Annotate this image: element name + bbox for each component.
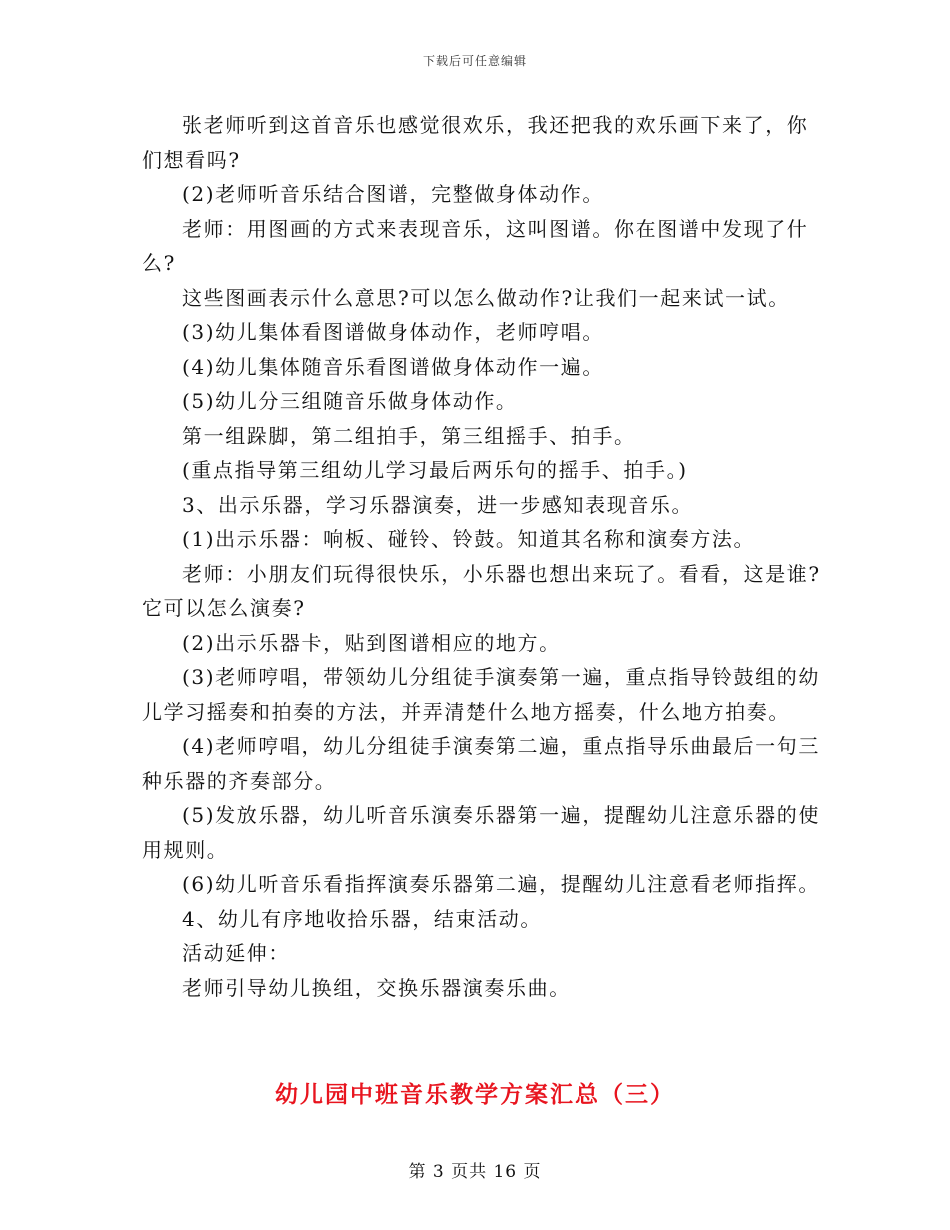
page-number: 第 3 页共 16 页 (408, 1162, 542, 1182)
paragraph: 老师：用图画的方式来表现音乐，这叫图谱。你在图谱中发现了什么? (142, 216, 809, 275)
paragraph: (2)出示乐器卡，贴到图谱相应的地方。 (182, 630, 561, 655)
paragraph: 张老师听到这首音乐也感觉很欢乐，我还把我的欢乐画下来了，你们想看吗? (142, 113, 809, 172)
section-title: 幼儿园中班音乐教学方案汇总（三） (275, 1081, 675, 1108)
paragraph: 这些图画表示什么意思?可以怎么做动作?让我们一起来试一试。 (182, 285, 790, 310)
document-body (142, 108, 822, 1005)
paragraph: (重点指导第三组幼儿学习最后两乐句的摇手、拍手。) (182, 458, 688, 482)
header-note: 下载后可任意编辑 (422, 54, 527, 68)
paragraph: 3、出示乐器，学习乐器演奏，进一步感知表现音乐。 (182, 492, 694, 517)
paragraph: (1)出示乐器：响板、碰铃、铃鼓。知道其名称和演奏方法。 (182, 527, 756, 551)
paragraph: 活动延伸： (182, 941, 290, 965)
paragraph: (3)幼儿集体看图谱做身体动作，老师哼唱。 (182, 320, 604, 344)
paragraph: (4)幼儿集体随音乐看图谱做身体动作一遍。 (182, 354, 604, 379)
paragraph: (3)老师哼唱，带领幼儿分组徒手演奏第一遍，重点指导铃鼓组的幼儿学习摇奏和拍奏的方法，并弄清楚什么地方摇奏，什么地方拍奏。 (142, 665, 820, 724)
paragraph: 老师引导幼儿换组，交换乐器演奏乐曲。 (182, 975, 571, 1000)
paragraph: 老师：小朋友们玩得很快乐，小乐器也想出来玩了。看看，这是谁?它可以怎么演奏? (142, 561, 821, 620)
paragraph: (5)幼儿分三组随音乐做身体动作。 (182, 389, 518, 413)
paragraph: (2)老师听音乐结合图谱，完整做身体动作。 (182, 182, 604, 206)
paragraph: (5)发放乐器，幼儿听音乐演奏乐器第一遍，提醒幼儿注意乐器的使用规则。 (142, 803, 820, 862)
paragraph: (4)老师哼唱，幼儿分组徒手演奏第二遍，重点指导乐曲最后一句三种乐器的齐奏部分。 (142, 734, 820, 793)
paragraph: 4、幼儿有序地收拾乐器，结束活动。 (182, 906, 542, 931)
paragraph: (6)幼儿听音乐看指挥演奏乐器第二遍，提醒幼儿注意看老师指挥。 (182, 872, 820, 896)
paragraph: 第一组跺脚，第二组拍手，第三组摇手、拍手。 (182, 423, 636, 448)
